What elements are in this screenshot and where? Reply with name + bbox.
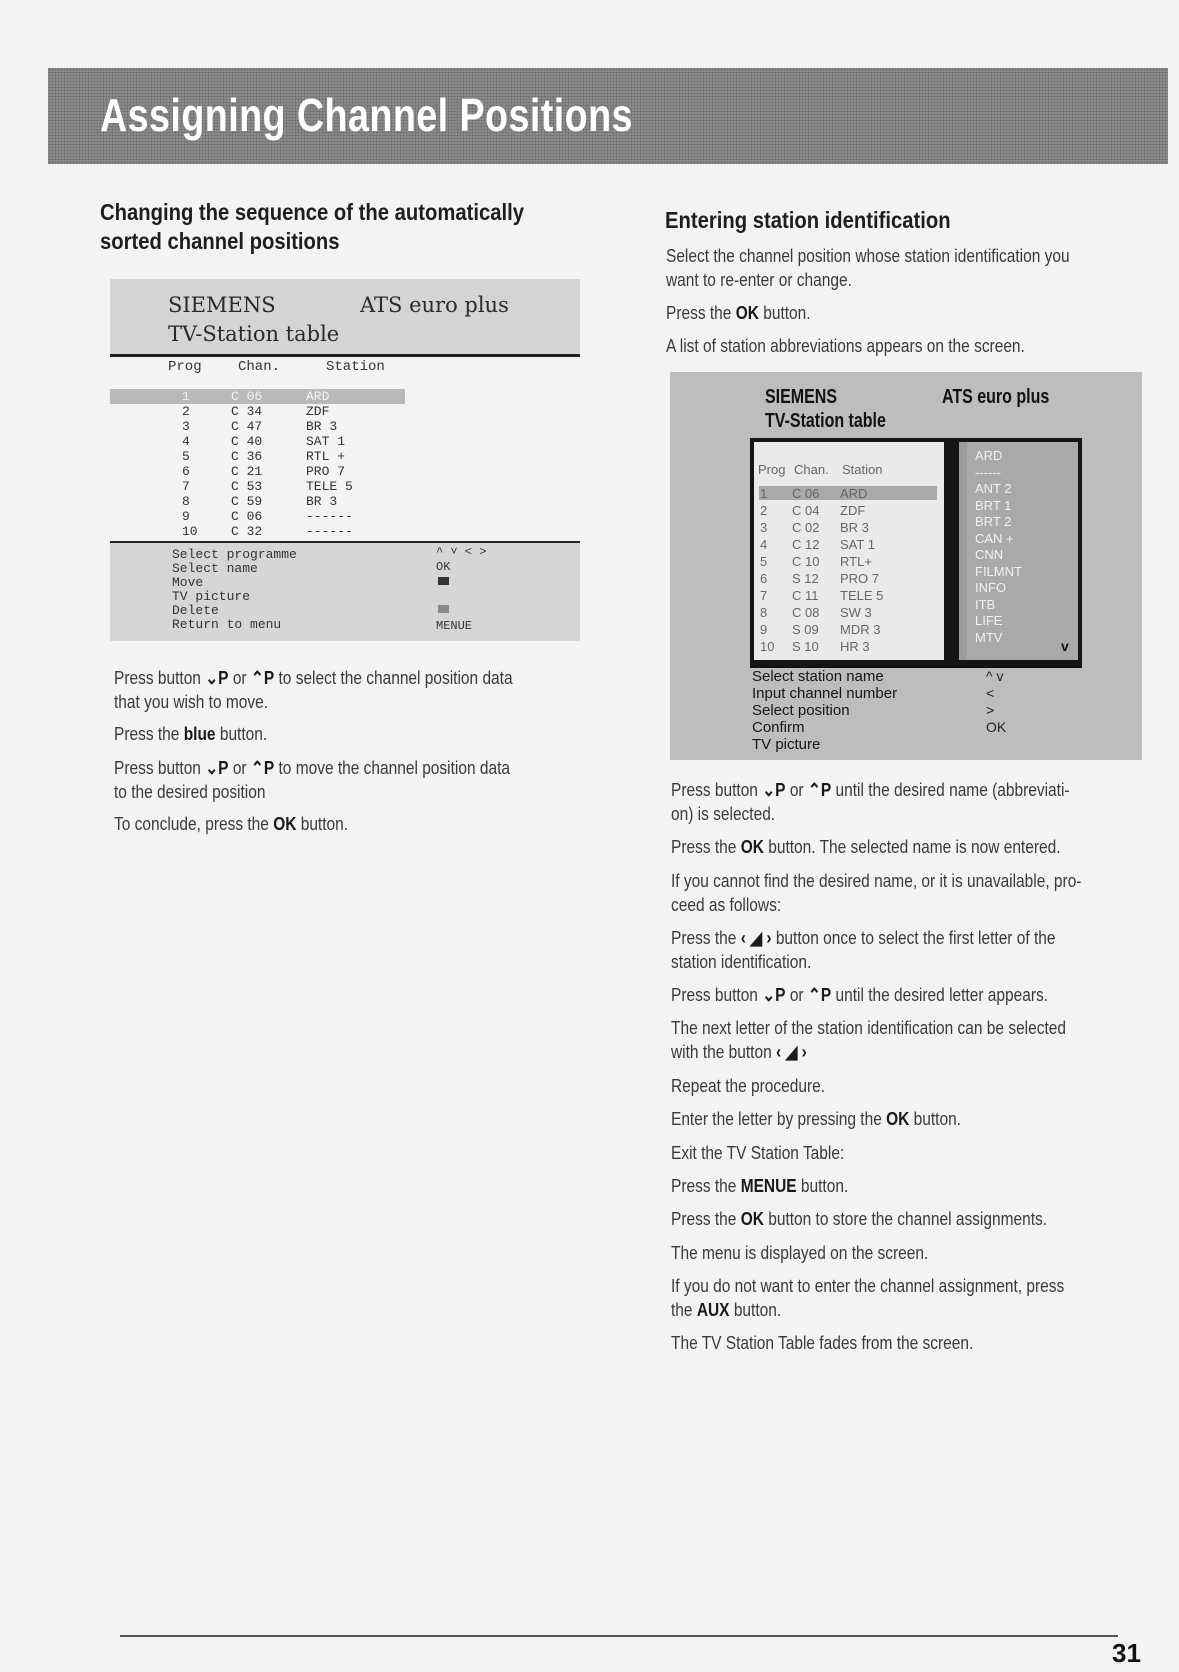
right-para-7: Repeat the procedure.	[671, 1076, 826, 1096]
station-name-item: INFO	[975, 580, 1007, 595]
scroll-strip	[959, 442, 967, 660]
up-p-icon: ⌃P	[250, 668, 275, 688]
cell-chan: C 21	[231, 464, 263, 479]
up-p-icon: ⌃P	[807, 985, 832, 1005]
menu-select-station-name: Select station name	[752, 668, 884, 685]
station-name-item: FILMNT	[975, 563, 1022, 579]
title-banner	[48, 68, 1168, 164]
station-name-item: ANT 2	[975, 481, 1012, 496]
menu-move: Move	[172, 575, 204, 590]
page-title: Assigning Channel Positions	[100, 89, 633, 141]
cell-station: ARD	[306, 389, 330, 404]
cell-station: ------	[306, 524, 353, 539]
key-right: >	[986, 702, 995, 718]
right-para-5: Press button ⌄P or ⌃P until the desired letter appears.	[671, 985, 1049, 1005]
gray-key-icon	[438, 605, 449, 613]
col-chan: Chan.	[238, 359, 281, 375]
menu-select-programme: Select programme	[172, 547, 297, 562]
cell-prog: 9	[182, 509, 190, 524]
footer-rule	[120, 1635, 1118, 1637]
cell-station: PRO 7	[840, 571, 880, 586]
key-menue: MENUE	[436, 619, 473, 633]
screen-brand: SIEMENS	[765, 386, 838, 408]
right-para-10: Press the MENUE button.	[671, 1176, 849, 1196]
cell-prog: 7	[182, 479, 190, 494]
cell-chan: C 06	[231, 509, 263, 524]
screen-subtitle: TV-Station table	[765, 410, 886, 432]
cell-station: ZDF	[306, 404, 330, 419]
table-row	[110, 494, 410, 509]
screen-model: ATS euro plus	[942, 386, 1050, 408]
cell-chan: S 09	[792, 622, 819, 637]
menu-select-position: Select position	[752, 702, 850, 719]
cell-chan: C 59	[231, 494, 263, 509]
col-prog: Prog	[168, 359, 202, 375]
down-p-icon: ⌄P	[762, 780, 786, 800]
cell-station: HR 3	[840, 639, 870, 654]
up-p-icon: ⌃P	[250, 758, 275, 778]
cell-prog: 8	[182, 494, 190, 509]
cell-station: SAT 1	[306, 434, 346, 449]
table-row	[110, 464, 410, 479]
screen-model: ATS euro plus	[360, 293, 509, 317]
menu-delete: Delete	[172, 603, 219, 618]
col-station: Station	[326, 359, 385, 375]
table-row	[754, 520, 940, 536]
right-para-9: Exit the TV Station Table:	[671, 1143, 845, 1163]
cell-chan: C 10	[792, 554, 820, 569]
cell-prog: 5	[182, 449, 190, 464]
station-name-item: CNN	[975, 547, 1004, 562]
right-para-13: If you do not want to enter the channel assignment, press the AUX button.	[671, 1276, 1065, 1320]
cell-prog: 8	[760, 605, 768, 620]
table-row	[110, 479, 410, 494]
key-updown: ^ v	[986, 668, 1004, 684]
table-row	[110, 434, 410, 449]
cell-chan: C 06	[231, 389, 263, 404]
cell-chan: C 06	[792, 486, 820, 501]
right-para-2: Press the OK button. The selected name is now entered.	[671, 837, 1061, 857]
right-para-8: Enter the letter by pressing the OK button.	[671, 1109, 961, 1129]
table-row	[754, 554, 940, 570]
cell-chan: C 34	[231, 404, 263, 419]
cell-station: TELE 5	[306, 479, 353, 494]
col-prog: Prog	[758, 462, 786, 477]
cell-chan: C 47	[231, 419, 263, 434]
cell-prog: 6	[760, 571, 768, 586]
cell-prog: 6	[182, 464, 190, 479]
right-para-3: If you cannot find the desired name, or it is unavailable, pro- ceed as follows:	[671, 871, 1082, 915]
cell-prog: 1	[760, 486, 768, 501]
menu-confirm: Confirm	[752, 719, 805, 736]
cell-station: MDR 3	[840, 622, 881, 637]
cell-station: RTL +	[306, 449, 346, 464]
screen-brand: SIEMENS	[168, 293, 276, 317]
screen-subtitle: TV-Station table	[168, 322, 340, 346]
station-name-item: ITB	[975, 596, 996, 612]
cell-prog: 4	[760, 537, 768, 552]
key-left: <	[986, 685, 995, 701]
station-name-item: BRT 1	[975, 497, 1012, 513]
left-heading	[100, 198, 558, 256]
cell-station: BR 3	[306, 419, 338, 434]
screen-divider	[110, 354, 580, 357]
right-para-6: The next letter of the station identification can be selected with the button ‹ ◢ ›	[671, 1018, 1066, 1062]
table-row	[754, 486, 940, 502]
cell-prog: 7	[760, 588, 768, 603]
right-para-1: Press button ⌄P or ⌃P until the desired name (abbreviati- on) is selected.	[671, 780, 1070, 824]
left-para-move: Press button ⌄P or ⌃P to move the channel position data to the desired position	[114, 758, 510, 802]
right-intro-3: A list of station abbreviations appears on the screen.	[666, 336, 1025, 356]
page-number: 31	[1112, 1638, 1141, 1668]
cell-chan: C 40	[231, 434, 263, 449]
cell-station: SW 3	[840, 605, 872, 620]
cell-station: ------	[306, 509, 353, 524]
right-intro-2: Press the OK button.	[666, 303, 811, 323]
down-p-icon: ⌄P	[205, 758, 229, 778]
cell-station: ARD	[840, 486, 868, 501]
cell-prog: 5	[760, 554, 768, 569]
table-row	[110, 389, 410, 404]
right-para-11: Press the OK button to store the channel assignments.	[671, 1209, 1048, 1229]
cell-station: ZDF	[840, 503, 866, 518]
up-p-icon: ⌃P	[807, 780, 832, 800]
menu-tv-picture: TV picture	[172, 589, 251, 604]
cell-chan: C 11	[792, 588, 819, 603]
station-name-item: MTV	[975, 629, 1003, 645]
cell-station: BR 3	[840, 520, 869, 535]
cell-chan: C 32	[231, 524, 263, 539]
menu-return: Return to menu	[172, 617, 282, 632]
key-ok: OK	[436, 560, 451, 574]
left-heading-line1: Changing the sequence of the automatically	[100, 199, 524, 225]
cell-station: BR 3	[306, 494, 338, 509]
table-row	[754, 503, 940, 519]
left-para-conclude: To conclude, press the OK button.	[114, 814, 349, 834]
cell-prog: 10	[182, 524, 198, 539]
left-para-blue: Press the blue button.	[114, 724, 268, 744]
station-list-panel	[754, 442, 944, 660]
key-arrows: ^ ˅ < >	[436, 545, 487, 559]
cell-chan: C 08	[792, 605, 820, 620]
cell-station: SAT 1	[840, 537, 875, 552]
cell-prog: 4	[182, 434, 190, 449]
cell-prog: 2	[760, 503, 768, 518]
cell-chan: C 36	[231, 449, 263, 464]
key-ok: OK	[986, 719, 1007, 735]
cell-prog: 3	[182, 419, 190, 434]
right-heading: Entering station identification	[665, 207, 951, 233]
col-chan: Chan.	[794, 462, 829, 477]
screen-footer-menu	[110, 543, 580, 641]
cell-station: RTL+	[840, 554, 872, 569]
station-name-item: ------	[975, 464, 1001, 480]
table-row	[754, 639, 940, 655]
cell-prog: 1	[182, 389, 190, 404]
left-right-icon: ‹ ◢ ›	[740, 928, 772, 948]
down-p-icon: ⌄P	[205, 668, 229, 688]
right-para-14: The TV Station Table fades from the screen.	[671, 1333, 974, 1353]
table-row	[110, 449, 410, 464]
cell-chan: S 12	[792, 571, 819, 586]
table-row	[110, 404, 410, 419]
cell-station: PRO 7	[306, 464, 346, 479]
blue-key-icon	[438, 577, 449, 585]
cell-prog: 2	[182, 404, 190, 419]
table-row	[110, 524, 410, 539]
cell-prog: 3	[760, 520, 768, 535]
left-heading-line2: sorted channel positions	[100, 228, 340, 254]
menu-tv-picture: TV picture	[752, 736, 821, 753]
table-row	[110, 419, 410, 434]
cell-station: TELE 5	[840, 588, 884, 603]
station-name-item: CAN +	[975, 530, 1014, 546]
station-name-item: ARD	[975, 448, 1003, 463]
cell-prog: 9	[760, 622, 768, 637]
cell-chan: C 53	[231, 479, 263, 494]
station-name-item: BRT 2	[975, 514, 1012, 529]
cell-chan: C 12	[792, 537, 820, 552]
right-para-4: Press the ‹ ◢ › button once to select the first letter of the station identification.	[671, 928, 1056, 972]
more-down-icon: v	[1061, 638, 1069, 654]
right-para-12: The menu is displayed on the screen.	[671, 1243, 929, 1263]
station-name-item: LIFE	[975, 613, 1003, 628]
right-intro-1: Select the channel position whose station identification you want to re-enter or change.	[666, 246, 1070, 290]
station-name-list	[967, 442, 1078, 660]
down-p-icon: ⌄P	[762, 985, 786, 1005]
station-table-screenshot-right	[670, 372, 1142, 760]
table-row	[754, 588, 940, 604]
table-row	[754, 605, 940, 621]
col-station: Station	[842, 462, 883, 477]
cell-prog: 10	[760, 639, 775, 654]
menu-input-channel: Input channel number	[752, 685, 898, 702]
table-row	[110, 509, 410, 524]
cell-chan: C 04	[792, 503, 820, 518]
table-row	[754, 537, 940, 553]
screen-header	[110, 279, 580, 354]
cell-chan: S 10	[792, 639, 819, 654]
left-para-select: Press button ⌄P or ⌃P to select the channel position data that you wish to move.	[114, 668, 513, 712]
menu-select-name: Select name	[172, 561, 258, 576]
station-table-screenshot-left	[110, 279, 580, 641]
left-right-icon: ‹ ◢ ›	[776, 1042, 807, 1062]
cell-chan: C 02	[792, 520, 820, 535]
table-row	[754, 622, 940, 638]
table-row	[754, 571, 940, 587]
